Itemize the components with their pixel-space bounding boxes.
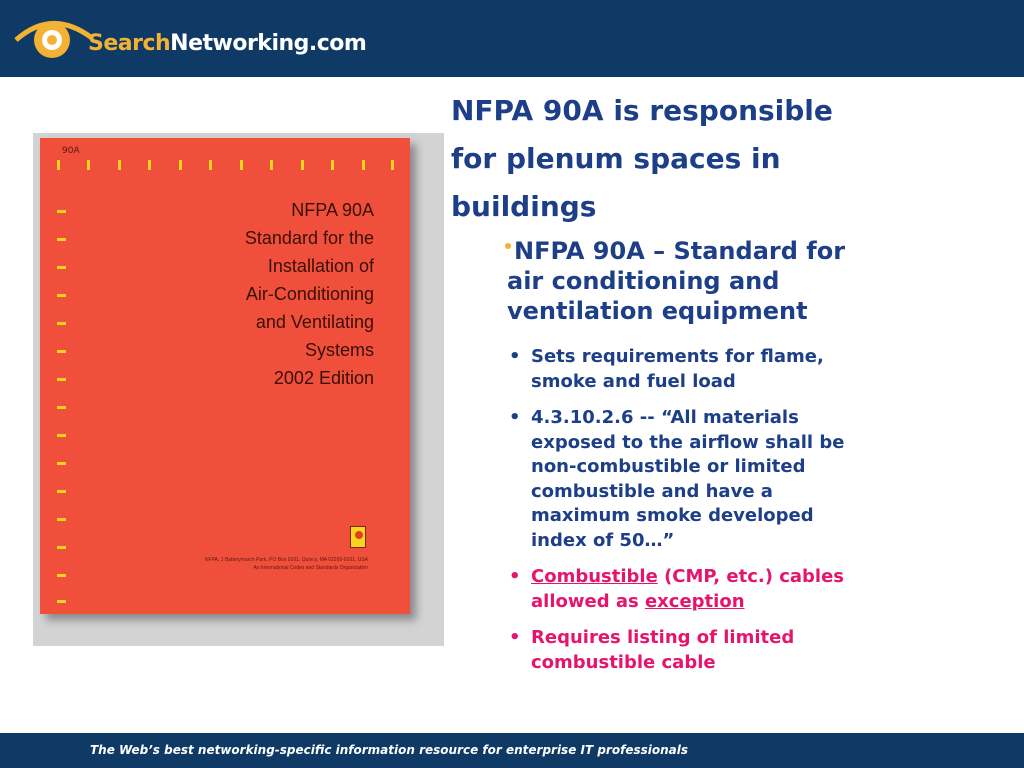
footer-bar — [0, 733, 1024, 768]
cover-address-line: NFPA, 1 Batterymarch Park, PO Box 9101, Quincy, MA 02269-9101, USA — [205, 557, 368, 563]
bullet-list — [507, 345, 997, 687]
exception-link[interactable]: exception — [644, 590, 745, 612]
cover-tick — [270, 160, 273, 170]
combustible-link[interactable]: Combustible — [531, 566, 658, 587]
cover-title-line: NFPA 90A — [291, 200, 374, 220]
cover-dash — [57, 294, 66, 297]
slide-title-line: NFPA 90A is responsible — [451, 94, 833, 127]
bullet-dot-icon: • — [509, 627, 521, 648]
slide-title — [451, 87, 991, 231]
cover-title-line: 2002 Edition — [273, 368, 374, 388]
footer-tagline: The Web’s best networking-specific information resource for enterprise IT professionals — [90, 743, 688, 757]
cover-dash — [57, 600, 66, 603]
cover-title-line: Standard for the — [244, 228, 374, 248]
bullet-text: (CMP, etc.) cables — [657, 566, 845, 587]
site-logo-text[interactable] — [88, 31, 366, 56]
bullet-listing — [507, 626, 997, 675]
cover-tick — [148, 160, 151, 170]
cover-code: 90A — [62, 146, 80, 156]
cover-dash — [57, 238, 66, 241]
cover-address-line: An International Codes and Standards Organization — [253, 565, 368, 571]
cover-tick — [57, 160, 60, 170]
cover-dash — [57, 546, 66, 549]
cover-tick — [87, 160, 90, 170]
logo-word-search: Search — [88, 31, 171, 56]
bullet-text: allowed as — [531, 590, 645, 612]
cover-title-line: Air-Conditioning — [245, 284, 374, 304]
nfpa-logo-icon — [350, 526, 366, 548]
bullet-line: Requires listing of limited — [531, 627, 795, 648]
bullet-flame-smoke — [507, 345, 997, 394]
bullet-line: combustible and have a — [531, 480, 773, 502]
bullet-line: Sets requirements for flame, — [531, 346, 824, 367]
bullet-line: combustible cable — [531, 651, 716, 673]
cover-dash — [57, 350, 66, 353]
bullet-dot-icon: • — [509, 407, 521, 428]
cover-tick — [118, 160, 121, 170]
bullet-line: index of 50…” — [531, 529, 675, 551]
subheading-line: ventilation equipment — [507, 297, 808, 325]
subheading-line: air conditioning and — [507, 267, 780, 295]
subheading-line: NFPA 90A – Standard for — [514, 237, 846, 265]
cover-dash — [57, 574, 66, 577]
bullet-dot-icon: • — [509, 566, 521, 587]
bullet-line: smoke and fuel load — [531, 370, 736, 392]
nfpa-90a-book-cover — [40, 138, 410, 614]
cover-tick — [331, 160, 334, 170]
bullet-line — [531, 565, 997, 590]
cover-title-line: Systems — [304, 340, 374, 360]
bullet-code-quote — [507, 406, 997, 553]
cover-address — [128, 556, 368, 572]
cover-dash — [57, 378, 66, 381]
cover-dash — [57, 490, 66, 493]
cover-dash — [57, 462, 66, 465]
cover-tick — [391, 160, 394, 170]
cover-tick — [179, 160, 182, 170]
header-bar — [0, 0, 1024, 77]
cover-tick — [240, 160, 243, 170]
cover-tick — [209, 160, 212, 170]
bullet-dot-icon: • — [509, 346, 521, 367]
eye-logo-icon — [12, 10, 94, 66]
bullet-line: maximum smoke developed — [531, 505, 814, 526]
bullet-line: non-combustible or limited — [531, 456, 806, 477]
slide-title-line: buildings — [451, 190, 597, 223]
subheading — [507, 236, 977, 326]
bullet-line — [531, 590, 997, 615]
bullet-line: exposed to the airflow shall be — [531, 431, 845, 453]
cover-title — [245, 196, 374, 392]
cover-tick — [301, 160, 304, 170]
cover-dash — [57, 518, 66, 521]
cover-dash — [57, 322, 66, 325]
cover-dash — [57, 266, 66, 269]
cover-dash — [57, 406, 66, 409]
cover-dash — [57, 434, 66, 437]
cover-dash — [57, 210, 66, 213]
logo-word-networking: Networking.com — [170, 31, 367, 56]
bullet-combustible — [507, 565, 997, 614]
cover-tick — [362, 160, 365, 170]
cover-title-line: and Ventilating — [255, 312, 374, 332]
cover-title-line: Installation of — [267, 256, 374, 276]
bullet-line: 4.3.10.2.6 -- “All materials — [531, 407, 799, 428]
slide-title-line: for plenum spaces in — [451, 142, 781, 175]
